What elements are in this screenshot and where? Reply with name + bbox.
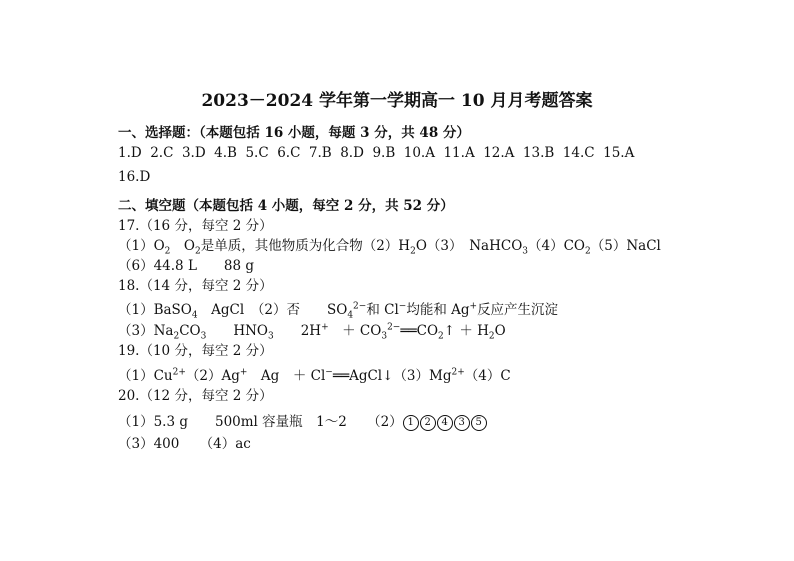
circled-number: 5 <box>471 415 487 431</box>
q19-answer-line1: $(1)Cu^{2+}(2)Ag^+$ Ag ＋ $Cl^-══AgCl↓(3)Mg^{2+}(4)C$ <box>118 367 511 384</box>
mcq-answer: 12.A <box>483 145 515 161</box>
q20-answer-line2: （3）400 （4）ac <box>118 436 251 452</box>
mcq-answers <box>118 145 718 185</box>
q20-label: 20.（12 分，每空 2 分） <box>118 388 273 404</box>
mcq-answer: 14.C <box>562 145 595 161</box>
mcq-answer: 13.B <box>522 145 555 161</box>
mcq-answer: 3.D <box>181 145 206 161</box>
q17-answer-line2: （6）44.8 L 88 g <box>118 258 255 274</box>
section2-heading: 二、填空题（本题包括 4 小题，每空 2 分，共 52 分） <box>118 198 454 214</box>
page-title: 2023－2024 学年第一学期高一 10 月月考题答案 <box>201 91 593 111</box>
mcq-answer: 7.B <box>308 145 332 161</box>
mcq-answer: 16.D <box>118 169 151 185</box>
mcq-answer: 6.C <box>277 145 301 161</box>
circled-number: 3 <box>454 415 470 431</box>
q17-label: 17.（16 分，每空 2 分） <box>118 218 273 234</box>
circled-number: 1 <box>403 415 419 431</box>
mcq-answer: 11.A <box>443 145 475 161</box>
q18-label: 18.（14 分，每空 2 分） <box>118 278 273 294</box>
q17-answer-line1: $(1)O_2$ $O_2$是单质，其他物质为化合物$(2)H_2O(3)$ $NaHCO_3(4)CO_2(5)NaCl$ <box>118 238 661 257</box>
q20-answer-line1: （1）5.3 g 500ml 容量瓶 1～2 （2） 1 2 4 3 5 <box>118 410 488 431</box>
mcq-answer: 10.A <box>403 145 435 161</box>
mcq-answer: 1.D <box>118 145 142 161</box>
mcq-answer: 5.C <box>245 145 269 161</box>
circled-number: 4 <box>437 415 453 431</box>
mcq-answer: 4.B <box>214 145 237 161</box>
q18-answer-line1: （1）BaSO$_4$ AgCl （2）否 $SO_4^{2-}$和 Cl−均能和 Ag+反应产生沉淀 <box>118 301 559 321</box>
q19-label: 19.（10 分，每空 2 分） <box>118 343 273 359</box>
mcq-answer: 2.C <box>150 145 174 161</box>
section1-heading: 一、选择题：（本题包括 16 小题，每题 3 分，共 48 分） <box>118 125 470 141</box>
mcq-answer: 8.D <box>340 145 364 161</box>
q18-answer-line2: $(3)Na_2CO_3$ $HNO_3$ 2H+ ＋ $CO_3^{2-}══CO_2↑ + H_2O$ <box>118 322 506 342</box>
circled-number: 2 <box>420 415 436 431</box>
mcq-answer: 15.A <box>603 145 635 161</box>
mcq-answer: 9.B <box>372 145 396 161</box>
